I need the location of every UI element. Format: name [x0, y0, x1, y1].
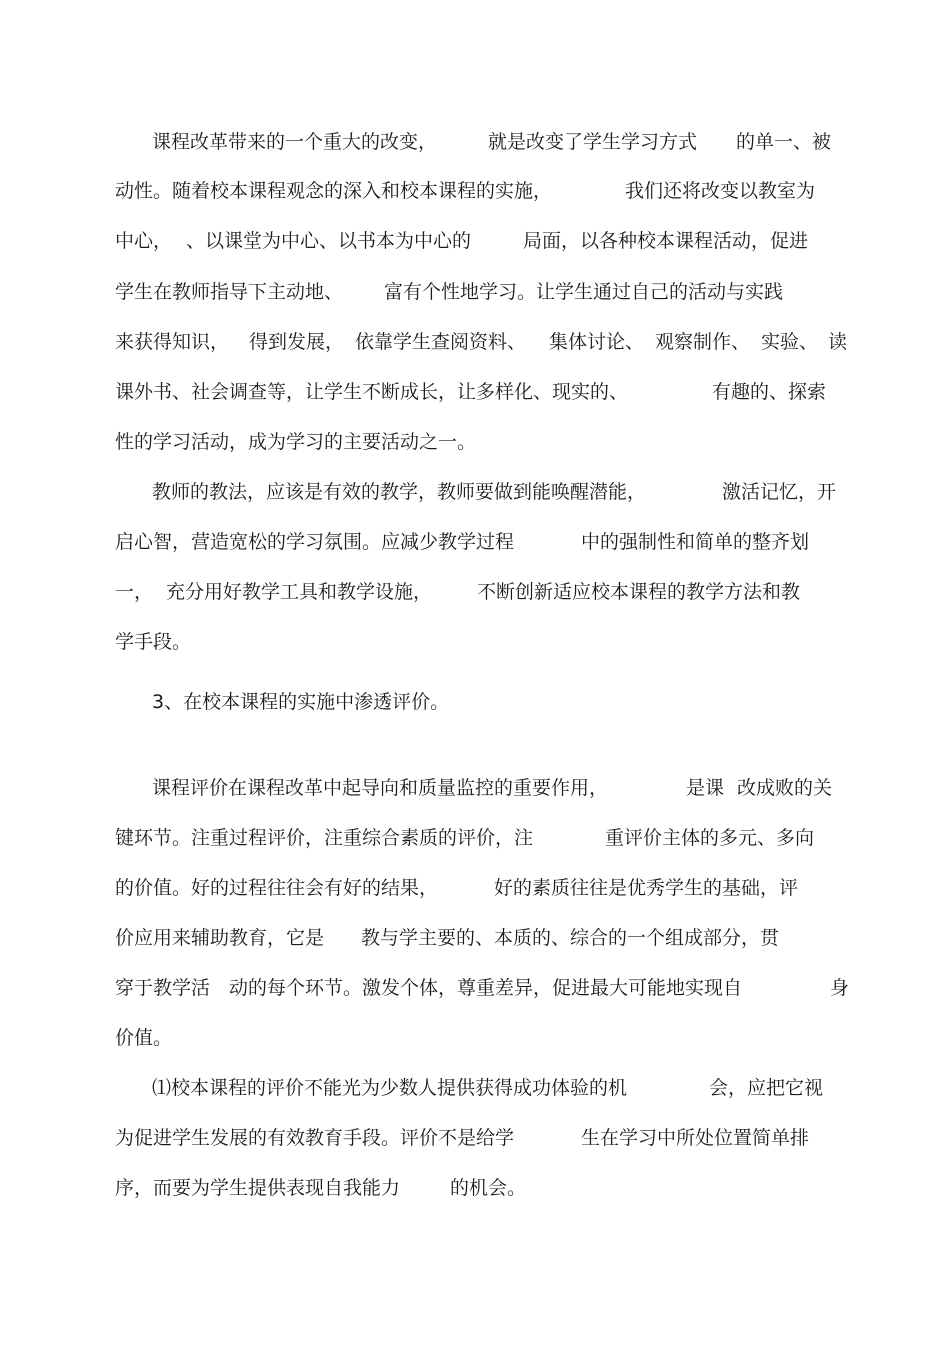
- text-segment: 不断创新适应校本课程的教学方法和教: [477, 581, 801, 603]
- text-segment: 我们还将改变以教室为: [625, 180, 816, 202]
- text-segment: 改成败的关: [737, 777, 833, 799]
- text-segment: 的价值。好的过程往往会有好的结果，: [115, 877, 439, 899]
- text-segment: 启心智，营造宽松的学习氛围。应减少教学过程: [115, 531, 515, 553]
- text-segment: 键环节。注重过程评价，注重综合素质的评价，注: [115, 827, 534, 849]
- text-segment: 得到发展，: [249, 331, 345, 353]
- text-segment: 好的素质往往是优秀学生的基础，评: [494, 877, 799, 899]
- text-segment: 就是改变了学生学习方式: [488, 131, 698, 153]
- text-segment: 学手段。: [115, 631, 192, 653]
- text-segment: 一，: [115, 581, 154, 603]
- text-segment: 动性。随着校本课程观念的深入和校本课程的实施，: [115, 180, 553, 202]
- text-segment: ⑴校本课程的评价不能光为少数人提供获得成功体验的机: [152, 1077, 628, 1099]
- text-segment: 生在学习中所处位置简单排: [581, 1127, 810, 1149]
- text-segment: 富有个性地学习。让学生通过自己的活动与实践: [384, 281, 784, 303]
- text-segment: 实验、: [761, 331, 819, 353]
- text-segment: 性的学习活动，成为学习的主要活动之一。: [115, 431, 477, 453]
- text-segment: 3、在校本课程的实施中渗透评价。: [152, 691, 450, 713]
- text-segment: 是课: [686, 777, 725, 799]
- text-segment: 教与学主要的、本质的、综合的一个组成部分，贯: [361, 927, 780, 949]
- text-segment: 课外书、社会调查等，让学生不断成长，让多样化、现实的、: [115, 381, 629, 403]
- text-segment: 集体讨论、: [549, 331, 645, 353]
- text-segment: 激活记忆，开: [722, 481, 837, 503]
- text-segment: 的单一、被: [736, 131, 832, 153]
- text-segment: 价值。: [115, 1027, 173, 1049]
- text-segment: 课程评价在课程改革中起导向和质量监控的重要作用，: [152, 777, 609, 799]
- text-segment: 教师的教法，应该是有效的教学，教师要做到能唤醒潜能，: [152, 481, 647, 503]
- text-segment: 中的强制性和简单的整齐划: [581, 531, 810, 553]
- text-segment: 身: [830, 977, 850, 999]
- text-segment: 、以课堂为中心、以书本为中心的: [186, 230, 472, 252]
- text-segment: 充分用好教学工具和教学设施，: [166, 581, 433, 603]
- text-segment: 的机会。: [450, 1177, 527, 1199]
- text-segment: 观察制作、: [655, 331, 751, 353]
- text-segment: 动的每个环节。激发个体，尊重差异，促进最大可能地实现自: [229, 977, 743, 999]
- text-segment: 为促进学生发展的有效教育手段。评价不是给学: [115, 1127, 515, 1149]
- text-segment: 有趣的、探索: [712, 381, 827, 403]
- text-segment: 课程改革带来的一个重大的改变，: [152, 131, 438, 153]
- text-segment: 依靠学生查阅资料、: [355, 331, 527, 353]
- text-segment: 中心，: [115, 230, 173, 252]
- text-segment: 读: [828, 331, 848, 353]
- text-segment: 会，应把它视: [709, 1077, 824, 1099]
- text-segment: 价应用来辅助教育，它是: [115, 927, 325, 949]
- text-segment: 学生在教师指导下主动地、: [115, 281, 344, 303]
- text-segment: 重评价主体的多元、多向: [605, 827, 815, 849]
- text-segment: 穿于教学活: [115, 977, 211, 999]
- text-segment: 来获得知识，: [115, 331, 230, 353]
- text-segment: 局面，以各种校本课程活动，促进: [523, 230, 809, 252]
- text-segment: 序，而要为学生提供表现自我能力: [115, 1177, 401, 1199]
